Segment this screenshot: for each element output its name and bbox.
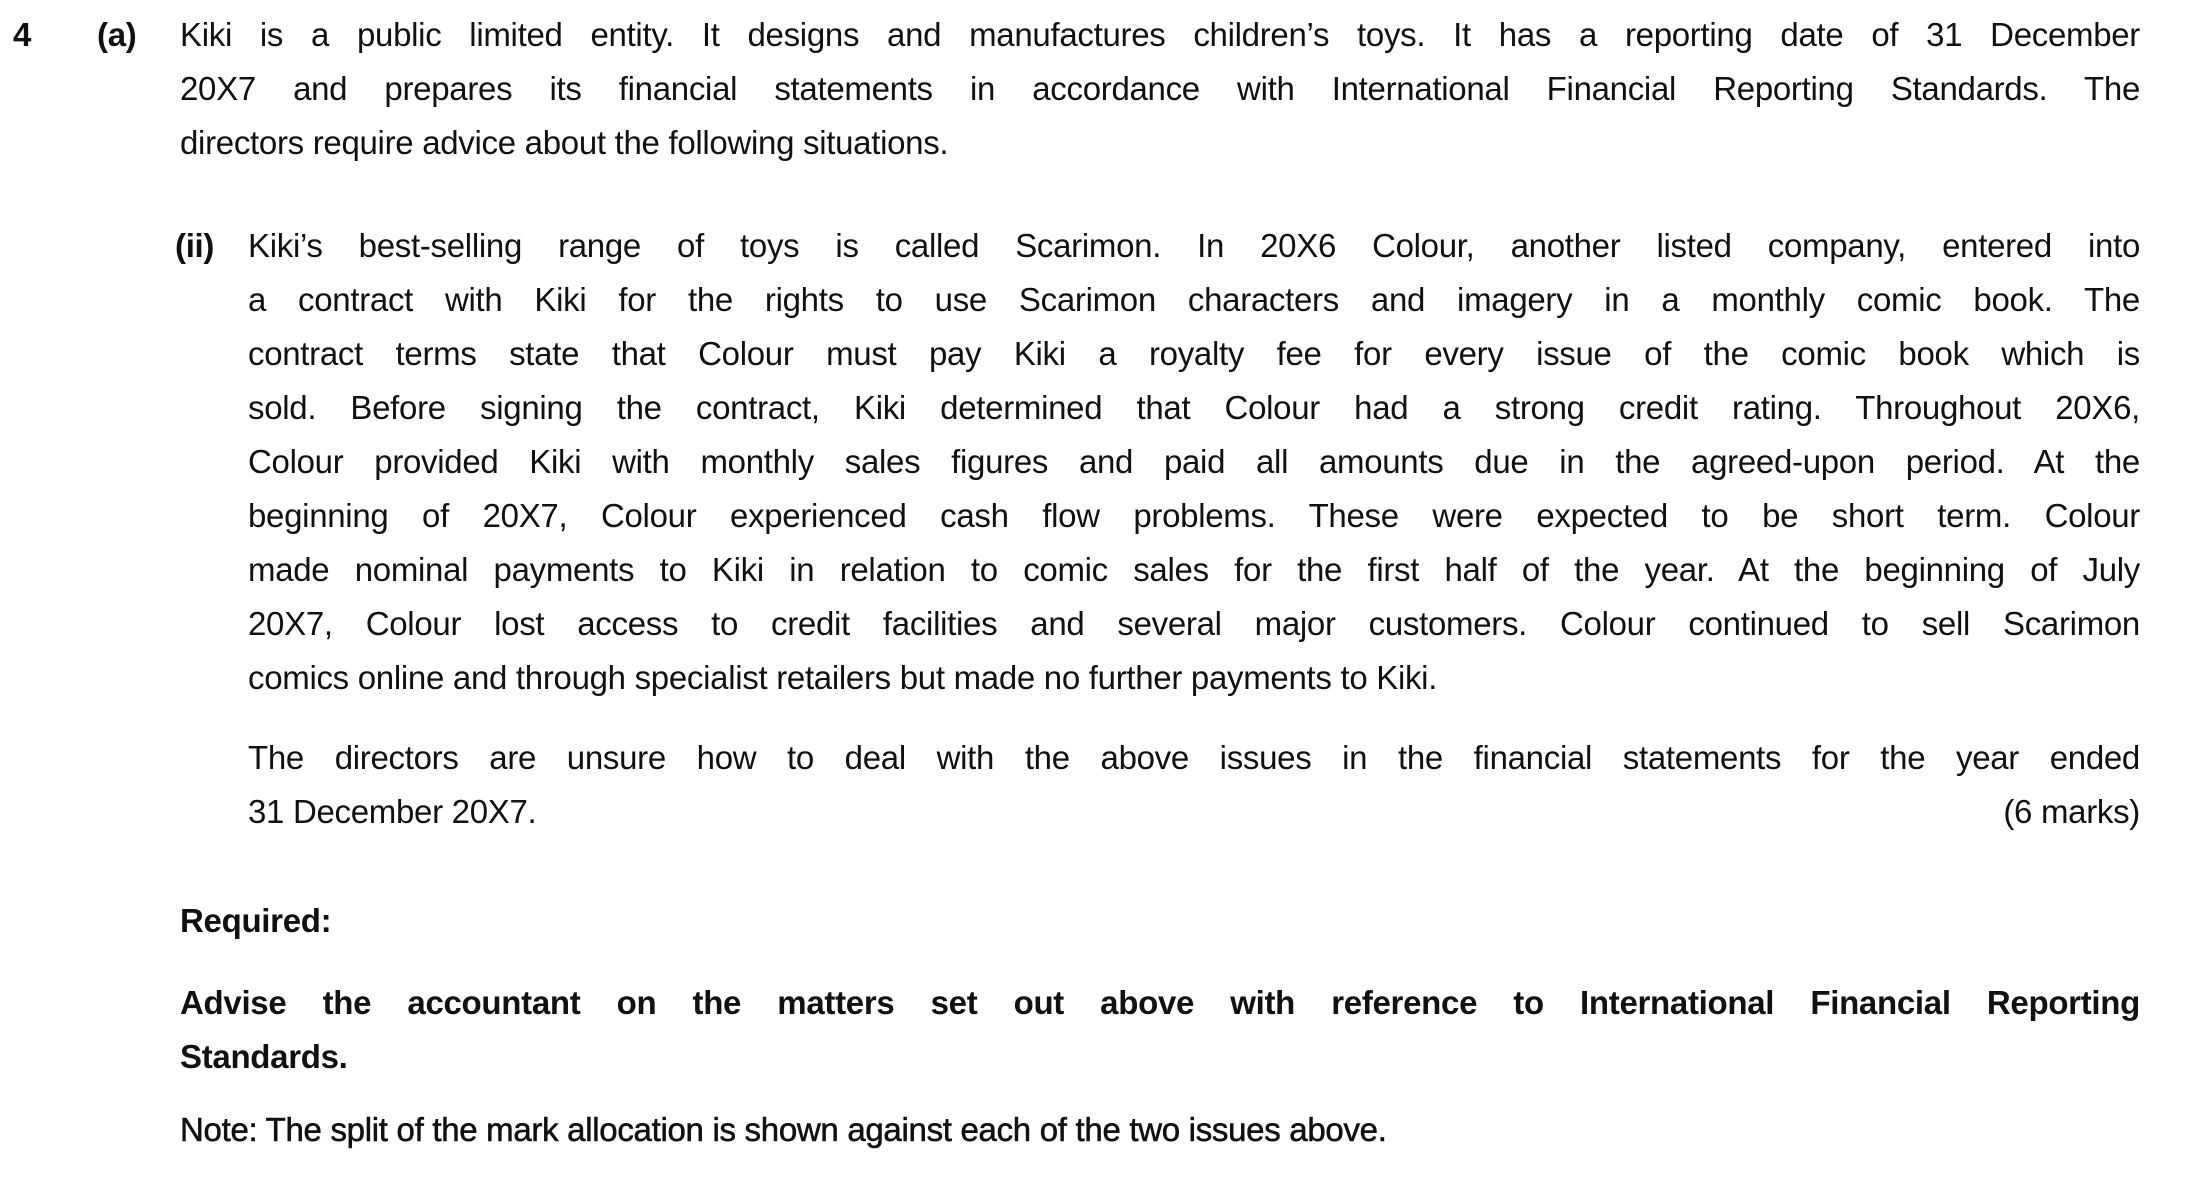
text-line: 20X7, Colour lost access to credit facilities and several major customers. Colour continued to sell Scarimon [248,605,2140,642]
requirement-paragraph [180,976,2140,1084]
text-line: Kiki’s best-selling range of toys is called Scarimon. In 20X6 Colour, another listed company, entered into [248,227,2140,264]
text-line: beginning of 20X7, Colour experienced cash flow problems. These were expected to be short term. Colour [248,497,2140,534]
item-paragraph [248,219,2140,705]
intro-paragraph [180,8,2140,170]
text-line: made nominal payments to Kiki in relation to comic sales for the first half of the year. At the beginning of July [248,551,2140,588]
item-label: (ii) [175,227,215,264]
text-line: a contract with Kiki for the rights to use Scarimon characters and imagery in a monthly comic book. The [248,281,2140,318]
text-line: comics online and through specialist retailers but made no further payments to Kiki. [248,659,1438,696]
directors-paragraph [248,731,2140,839]
text-line: Standards. [180,1038,348,1075]
question-number: 4 [13,16,32,53]
text-line: Advise the accountant on the matters set out above with reference to International Financial Reporting [180,984,2140,1021]
text-line: 20X7 and prepares its financial statements in accordance with International Financial Reporting Standards. The [180,70,2140,107]
text-line: Kiki is a public limited entity. It designs and manufactures children’s toys. It has a reporting date of 31 December [180,16,2140,53]
directors-date-text: 31 December 20X7. [248,793,537,830]
text-line [248,785,2140,839]
text-line: contract terms state that Colour must pay Kiki a royalty fee for every issue of the comic book which is [248,335,2140,372]
text-line: Colour provided Kiki with monthly sales figures and paid all amounts due in the agreed-upon period. At the [248,443,2140,480]
part-label: (a) [97,16,137,53]
required-heading: Required: [180,902,332,939]
text-line: directors require advice about the following situations. [180,124,949,161]
text-line: The directors are unsure how to deal with the above issues in the financial statements for the year ended [248,739,2140,776]
marks-label: (6 marks) [2003,793,2140,830]
note-text: Note: The split of the mark allocation is shown against each of the two issues above. [180,1111,1387,1148]
text-line: sold. Before signing the contract, Kiki determined that Colour had a strong credit rating. Throughout 20X6, [248,389,2140,426]
